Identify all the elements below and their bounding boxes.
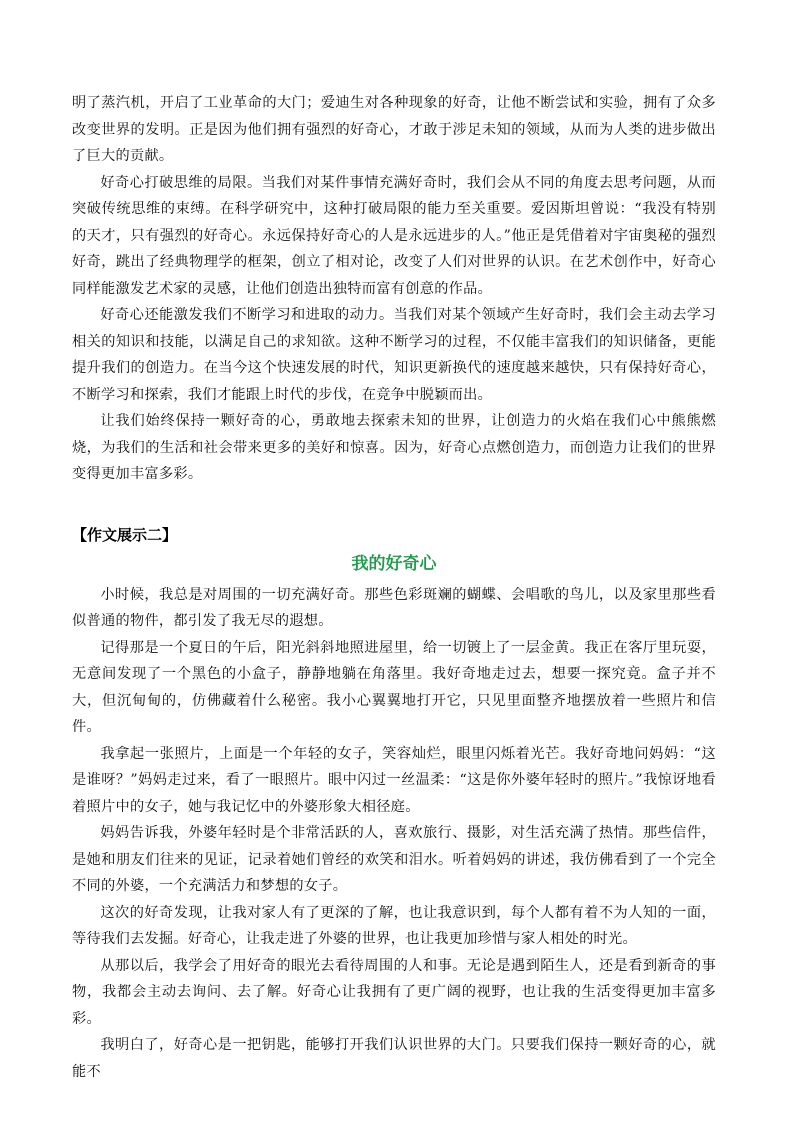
essay-one-paragraph: 让我们始终保持一颗好奇的心，勇敢地去探索未知的世界，让创造力的火焰在我们心中熊熊燃烧，为我们的生活和社会带来更多的美好和惊喜。因为，好奇心点燃创造力，而创造力让我们的世界变得更加丰富多彩。 bbox=[72, 413, 716, 482]
document-page bbox=[72, 90, 716, 1085]
essay-two-paragraph: 妈妈告诉我，外婆年轻时是个非常活跃的人，喜欢旅行、摄影，对生活充满了热情。那些信件，是她和朋友们往来的见证，记录着她们曾经的欢笑和泪水。听着妈妈的讲述，我仿佛看到了一个完全不同的外婆，一个充满活力和梦想的女子。 bbox=[72, 825, 716, 894]
essay-two-body bbox=[72, 582, 716, 1086]
essay-two-paragraph: 从那以后，我学会了用好奇的眼光去看待周围的人和事。无论是遇到陌生人，还是看到新奇的事物，我都会主动去询问、去了解。好奇心让我拥有了更广阔的视野，也让我的生活变得更加丰富多彩。 bbox=[72, 957, 716, 1027]
essay-two-paragraph: 小时候，我总是对周围的一切充满好奇。那些色彩斑斓的蝴蝶、会唱歌的鸟儿，以及家里那些看似普通的物件，都引发了我无尽的遐想。 bbox=[72, 586, 716, 629]
essay-two-paragraph: 我拿起一张照片，上面是一个年轻的女子，笑容灿烂，眼里闪烁着光芒。我好奇地问妈妈：“这是谁呀？”妈妈走过来，看了一眼照片。眼中闪过一丝温柔：“这是你外婆年轻时的照片。”我惊讶地看着照片中的女子，她与我记忆中的外婆形象大相径庭。 bbox=[72, 745, 716, 815]
essay-one-paragraph: 好奇心还能激发我们不断学习和进取的动力。当我们对某个领域产生好奇时，我们会主动去学习相关的知识和技能，以满足自己的求知欲。这种不断学习的过程，不仅能丰富我们的知识储备，更能提升我们的创造力。在当今这个快速发展的时代，知识更新换代的速度越来越快，只有保持好奇心，不断学习和探索，我们才能跟上时代的步伐，在竞争中脱颖而出。 bbox=[72, 307, 716, 403]
essay-one-body bbox=[72, 90, 716, 488]
essay-title: 我的好奇心 bbox=[351, 553, 437, 574]
essay-two-paragraph: 这次的好奇发现，让我对家人有了更深的了解，也让我意识到，每个人都有着不为人知的一面，等待我们去发掘。好奇心，让我走进了外婆的世界，也让我更加珍惜与家人相处的时光。 bbox=[72, 904, 716, 947]
section-heading: 【作文展示二】 bbox=[72, 525, 178, 544]
essay-one-paragraph: 好奇心打破思维的局限。当我们对某件事情充满好奇时，我们会从不同的角度去思考问题，从而突破传统思维的束缚。在科学研究中，这种打破局限的能力至关重要。爱因斯坦曾说：“我没有特别的天才，只有强烈的好奇心。永远保持好奇心的人是永远进步的人。”他正是凭借着对宇宙奥秘的强烈好奇，跳出了经典物理学的框架，创立了相对论，改变了人们对世界的认识。在艺术创作中，好奇心同样能激发艺术家的灵感，让他们创造出独特而富有创意的作品。 bbox=[72, 174, 716, 297]
essay-two-paragraph: 记得那是一个夏日的午后，阳光斜斜地照进屋里，给一切镀上了一层金黄。我正在客厅里玩耍，无意间发现了一个黑色的小盒子，静静地躺在角落里。我好奇地走过去，想要一探究竟。盒子并不大，但沉甸甸的，仿佛藏着什么秘密。我小心翼翼地打开它，只见里面整齐地摆放着一些照片和信件。 bbox=[72, 639, 716, 735]
essay-two-paragraph: 我明白了，好奇心是一把钥匙，能够打开我们认识世界的大门。只要我们保持一颗好奇的心，就能不 bbox=[72, 1037, 716, 1080]
essay-one-paragraph-continued: 明了蒸汽机，开启了工业革命的大门；爱迪生对各种现象的好奇，让他不断尝试和实验，拥有了众多改变世界的发明。正是因为他们拥有强烈的好奇心，才敢于涉足未知的领域，从而为人类的进步做出了巨大的贡献。 bbox=[72, 95, 716, 164]
